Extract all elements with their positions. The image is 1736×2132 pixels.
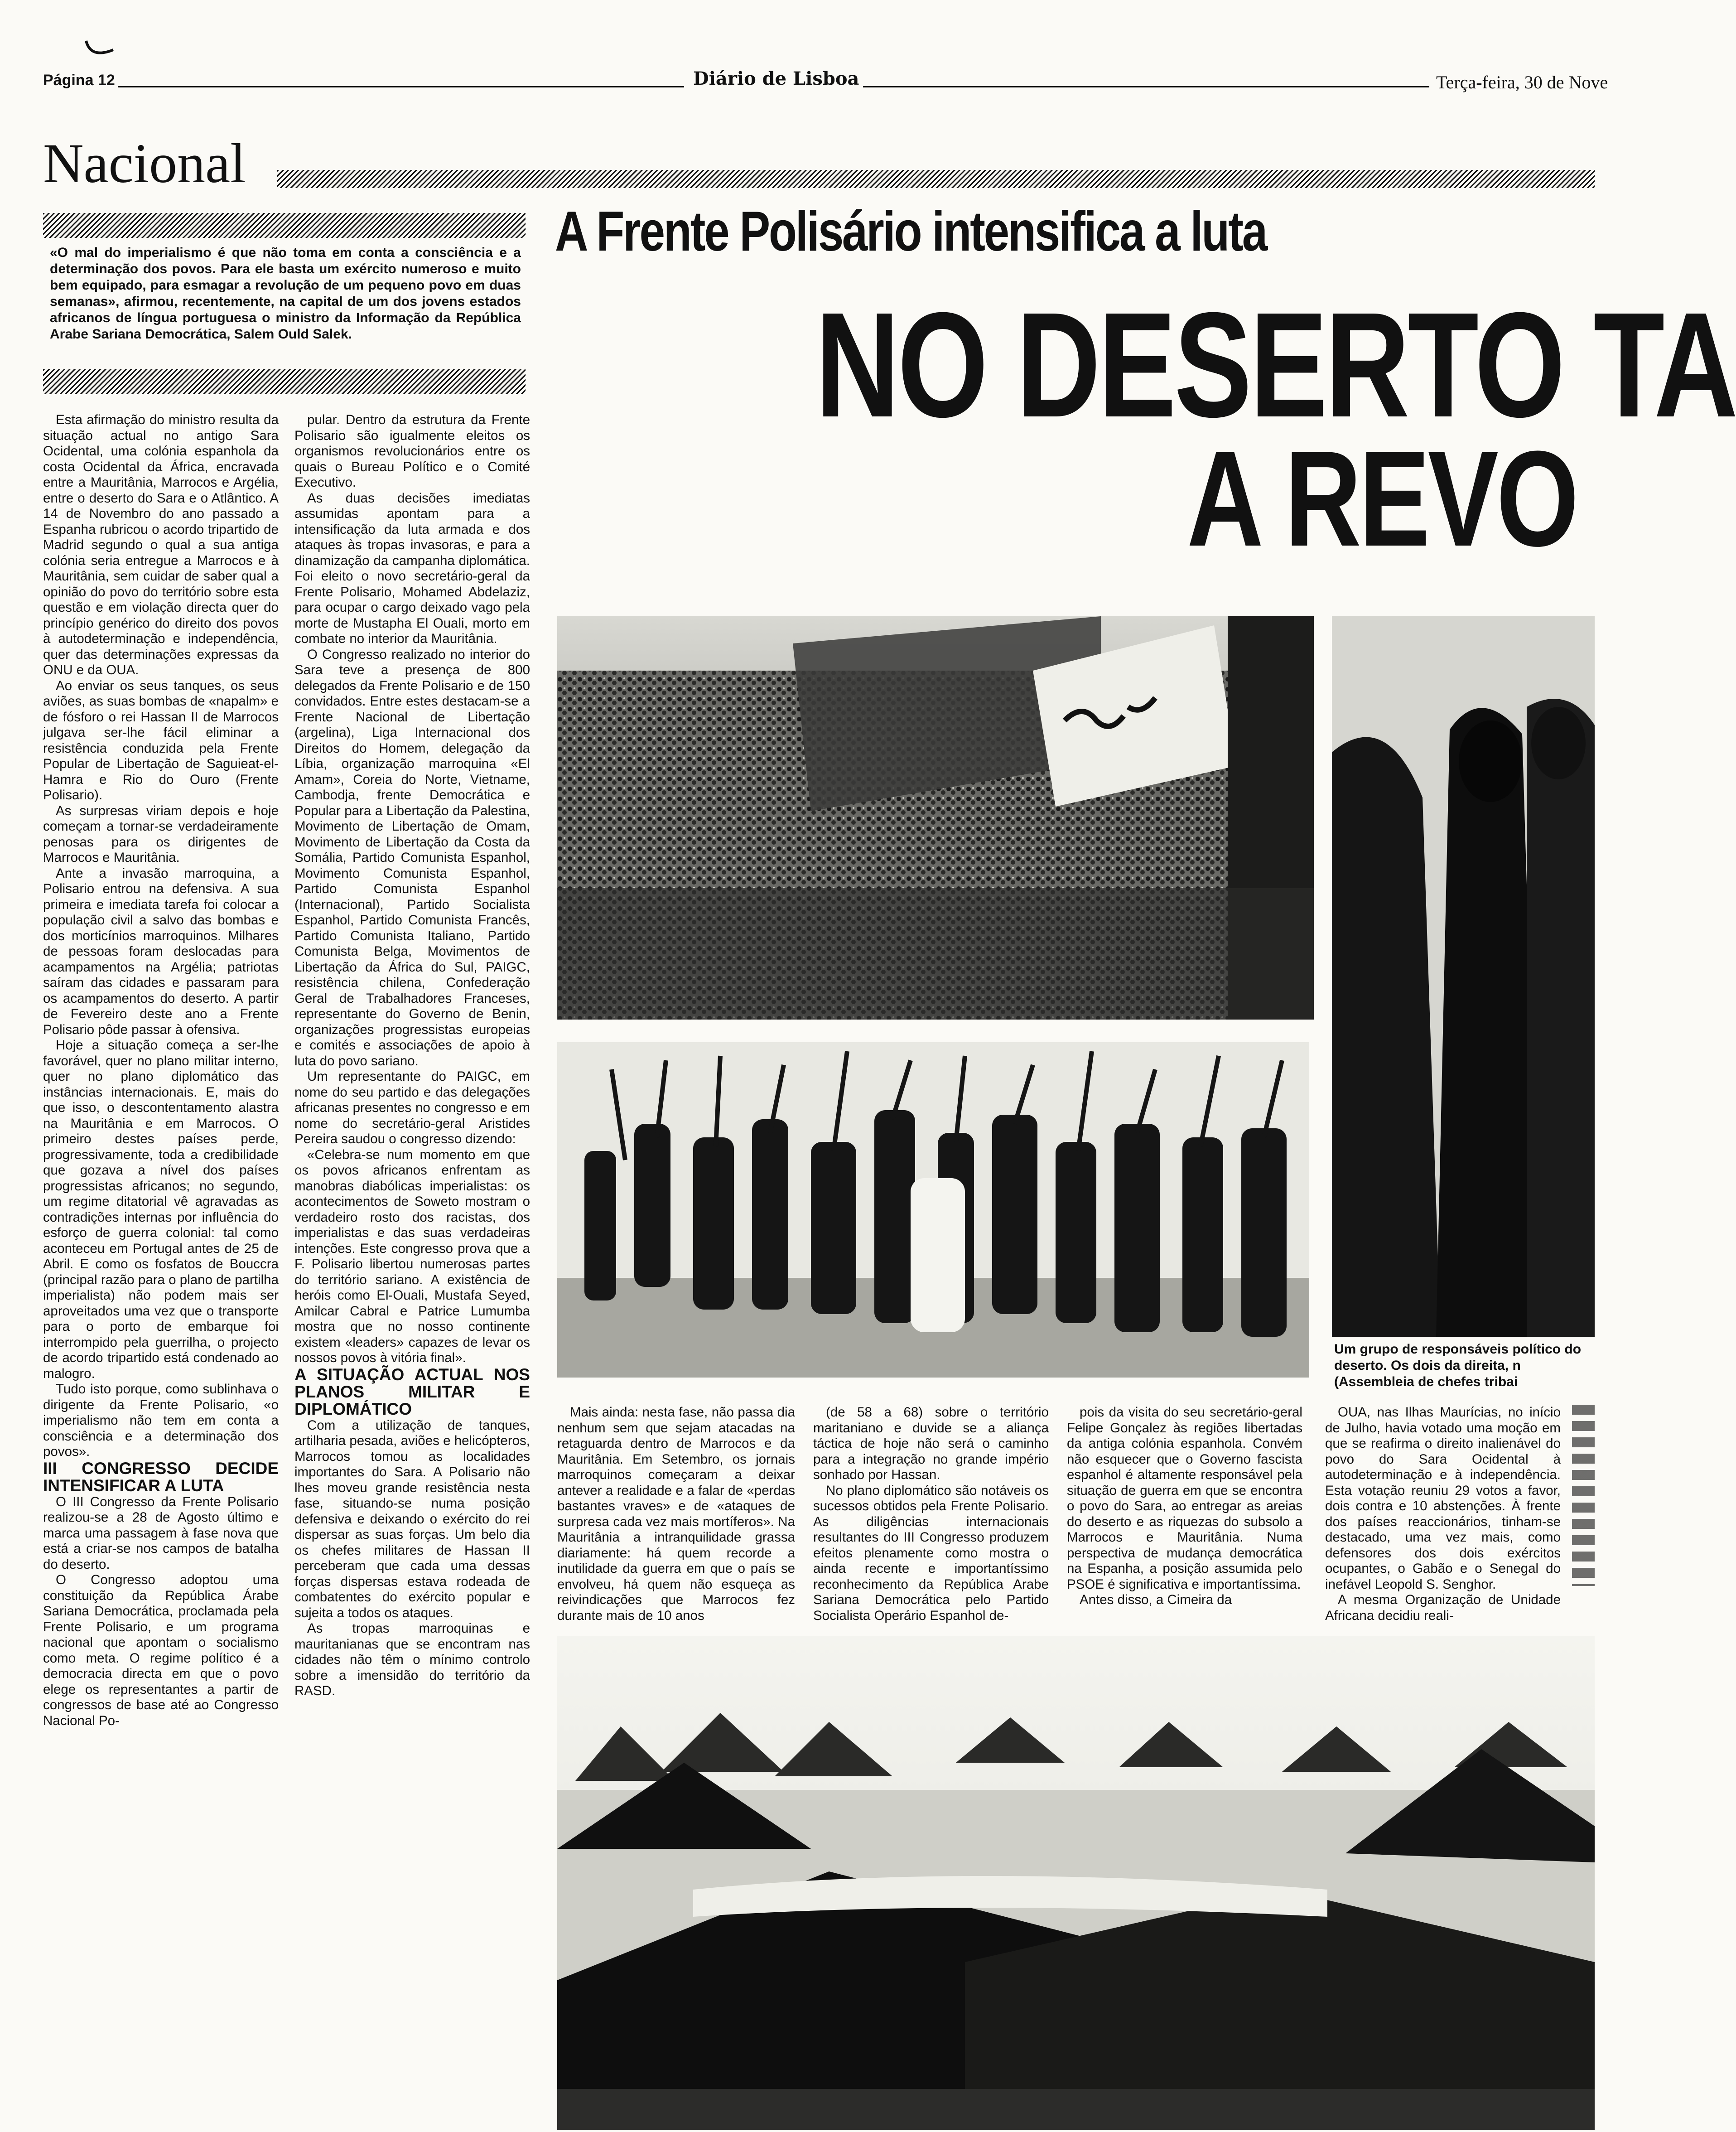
fighters-image-icon xyxy=(557,1042,1309,1378)
paragraph: (de 58 a 68) sobre o território maritaniano e duvide se a aliança táctica de hoje não será o caminho para a integração no grande império sonhado por Hassan. xyxy=(813,1405,1049,1482)
lead-paragraph: «O mal do imperialismo é que não toma em conta a consciência e a determinação dos povos. Para ele basta um exército numeroso e muito bem equipado, para esmagar a revolução de um pequeno povo em duas semanas», afirmou, recentemente, na capital de um dos jovens estados africanos de língua portuguesa o ministro da Informação da República Arabe Sariana Democrática, Salem Ould Salek. xyxy=(50,245,521,342)
paragraph: Com a utilização de tanques, artilharia pesada, aviões e helicópteros, Marrocos tomou as localidades importantes do Sara. A Polisario não lhes moveu grande resistência nesta fase, situando-se numa posição defensiva e deixando o exército do rei dispersar as suas forças. Um belo dia os chefes militares de Hassan II perceberam que cada uma dessas forças dispersas estava rodeada de combatentes do exército popular e sujeita a todos os ataques. xyxy=(294,1417,530,1620)
section-title: Nacional xyxy=(43,132,246,194)
paragraph: «Celebra-se num momento em que os povos africanos enfrentam as manobras diabólicas imperialistas: os acontecimentos de Soweto mostram o verdadeiro rosto dos racistas, dos imperialistas e das suas verdadeiras intenções. Este congresso prova que a F. Polisario libertou numerosas partes do território sariano. A existência de heróis como El-Ouali, Mustafa Seyed, Amilcar Cabral e Patrice Lumumba mostra que no nosso continente existem «leaders» capazes de levar os nossos povos à vitória final». xyxy=(294,1147,530,1365)
article-column-4 xyxy=(813,1405,1049,1623)
paragraph: Ante a invasão marroquina, a Polisario entrou na defensiva. A sua primeira e imediata tarefa foi colocar a população civil a salvo das bombas e dos morticínios marroquinos. Milhares de pessoas foram deslocadas para acampamentos na Argélia; patriotas saíram das cidades e passaram para os acampamentos do deserto. A partir de Fevereiro deste ano a Frente Polisario pôde passar à ofensiva. xyxy=(43,865,279,1037)
paragraph: Um representante do PAIGC, em nome do seu partido e das delegações africanas presentes no congresso e em nome do secretário-geral Aristides Pereira saudou o congresso dizendo: xyxy=(294,1069,530,1146)
column-fragment-edge xyxy=(1572,1405,1595,1586)
paragraph: O Congresso realizado no interior do Sara teve a presença de 800 delegados da Frente Polisario e de 150 convidados. Entre estes destacam-se a Frente Nacional de Libertação (argelina), Liga Internacional dos Direitos do Homem, delegação da Líbia, organização marroquina «El Amam», Coreia do Norte, Vietname, Cambodja, frente Democrática e Popular para a Libertação da Palestina, Movimento de Libertação de Omam, Movimento de Libertação da Costa da Somália, Partido Comunista Espanhol, Movimento Comunista Espanhol, Partido Comunista Espanhol (Internacional), Partido Socialista Espanhol, Partido Comunista Francês, Partido Comunista Italiano, Partido Comunista Belga, Movimentos de Libertação da África do Sul, PAIGC, resistência chilena, Confederação Geral de Trabalhadores Franceses, representante do Governo de Benin, organizações progressistas europeias e comités e associações de apoio à luta do povo sariano. xyxy=(294,647,530,1068)
paragraph: O III Congresso da Frente Polisario realizou-se a 28 de Agosto último e marca uma passagem à fase nova que está a criar-se nos campos de batalha do deserto. xyxy=(43,1494,279,1572)
tents-image-icon xyxy=(557,1636,1595,2130)
paragraph: pois da visita do seu secretário-geral Felipe Gonçalez às regiões libertadas da antiga colónia espanhola. Convém não esquecer que o Governo fascista espanhol é altamente responsável pela situação de guerra em que se encontra o povo do Sara, ao entregar as areias do deserto e as riquezas do subsolo a Marrocos e Mauritânia. Numa perspectiva de mudança democrática na Espanha, a posição assumida pelo PSOE é significativa e importantíssima. xyxy=(1067,1405,1302,1592)
photo-caption: Um grupo de responsáveis político do deserto. Os dois da direita, n (Assembleia de chefes tribai xyxy=(1334,1342,1582,1389)
main-headline-line2: A REVO xyxy=(1187,422,1577,575)
paragraph: A mesma Organização de Unidade Africana decidiu reali- xyxy=(1325,1592,1561,1623)
paragraph: OUA, nas Ilhas Maurícias, no início de Julho, havia votado uma moção em que se reafirma o direito inalienável do povo do Sara Ocidental à autodeterminação e à independência. Esta votação reuniu 29 votos a favor, dois contra e 10 abstenções. À frente dos países reaccionários, tinham-se destacado, uma vez mais, como defensores dos dois exércitos ocupantes, o Gabão e o Senegal do inefável Leopold S. Senghor. xyxy=(1325,1405,1561,1592)
photo-fighters-marching xyxy=(557,1042,1309,1378)
paragraph: No plano diplomático são notáveis os sucessos obtidos pela Frente Polisario. As diligências internacionais resultantes do III Congresso produzem efeitos plenamente como mostra o ainda recente e importantíssimo reconhecimento da República Arabe Sariana Democrática pelo Partido Socialista Operário Espanhol de- xyxy=(813,1483,1049,1623)
photo-political-leaders xyxy=(1332,616,1595,1337)
photo-desert-camp xyxy=(557,1636,1595,2130)
paragraph: O Congresso adoptou uma constituição da República Árabe Sariana Democrática, proclamada pela Frente Polisario, e um programa nacional que apontam o socialismo como meta. O regime político é a democracia directa em que o povo elege os representantes a partir de congressos de base até ao Congresso Nacional Po- xyxy=(43,1572,279,1728)
subheading-situation: A SITUAÇÃO ACTUAL NOS PLANOS MILITAR E DIPLOMÁTICO xyxy=(294,1365,530,1418)
crowd-image-icon xyxy=(557,616,1314,1020)
paragraph: pular. Dentro da estrutura da Frente Polisario são igualmente eleitos os organismos revolucionários entre os quais o Bureau Político e o Comité Executivo. xyxy=(294,412,530,490)
kicker-headline: A Frente Polisário intensifica a luta xyxy=(555,200,1266,263)
paragraph: Tudo isto porque, como sublinhava o dirigente da Frente Polisario, «o imperialismo não tem em conta a consciência e a determinação dos povos». xyxy=(43,1382,279,1459)
photo-crowd-rally xyxy=(557,616,1314,1020)
lead-hatch-top xyxy=(43,213,526,238)
article-column-1 xyxy=(43,412,279,2125)
leaders-image-icon xyxy=(1332,616,1595,1337)
paragraph: Esta afirmação do ministro resulta da situação actual no antigo Sara Ocidental, uma colónia espanhola da costa Ocidental da África, encravada entre a Mauritânia, Marrocos e Argélia, entre o deserto do Sara e o Atlântico. A 14 de Novembro do ano passado a Espanha rubricou o acordo tripartido de Madrid segundo o qual a sua antiga colónia seria entregue a Marrocos e à Mauritânia, sem cuidar de saber qual a opinião do povo do território sobre esta questão e em violação directa quer do princípio genérico do direito dos povos à autodeterminação e independência, quer das determinações expressas da ONU e da OUA. xyxy=(43,412,279,677)
header-rule-left xyxy=(118,86,684,87)
header-rule-right xyxy=(863,86,1429,87)
paragraph: Hoje a situação começa a ser-lhe favorável, quer no plano militar interno, quer no plano diplomático das instâncias internacionais. E, mais do que isso, o descontentamento alastra na Mauritânia e em Marrocos. O primeiro destes países perde, progressivamente, toda a credibilidade que gozava a nível dos países progressistas africanos; no segundo, um regime ditatorial vê agravadas as contradições internas por influência do esforço de guerra colonial: tal como aconteceu em Portugal antes de 25 de Abril. E como os fosfatos de Bouccra (principal razão para o plano de partilha imperialista) não podem mais ser aproveitados uma vez que o transporte para o porto de embarque foi interrompido pela guerrilha, o projecto de acordo tripartido está condenado ao malogro. xyxy=(43,1038,279,1381)
section-hatch xyxy=(277,170,1595,188)
page-number: Página 12 xyxy=(43,72,115,89)
article-column-2 xyxy=(294,412,530,2125)
main-headline-line1: NO DESERTO TA xyxy=(815,281,1736,448)
paragraph: Mais ainda: nesta fase, não passa dia nenhum sem que sejam atacadas na retaguarda dentro de Marrocos e da Mauritânia. Em Setembro, os jornais marroquinos começaram a deixar antever a realidade e a falar de «perdas bastantes vraves» e de «ataques de surpresa cada vez mais mortíferos». Na Mauritânia a intranquilidade grassa diariamente: há quem recorde a inutilidade da guerra em que o país se envolveu, há quem não esqueça as reivindicações que Marrocos fez durante mais de 10 anos xyxy=(557,1405,795,1623)
subheading-congress: III CONGRESSO DECIDE INTENSIFICAR A LUTA xyxy=(43,1459,279,1495)
paragraph: As tropas marroquinas e mauritanianas que se encontram nas cidades não têm o mínimo controlo sobre a imensidão do território da RASD. xyxy=(294,1621,530,1698)
lead-hatch-bottom xyxy=(43,369,526,394)
issue-date: Terça-feira, 30 de Nove xyxy=(1436,72,1608,92)
paragraph: As duas decisões imediatas assumidas apontam para a intensificação da luta armada e dos ataques às tropas invasoras, e para a dinamização da campanha diplomática. Foi eleito o novo secretário-geral da Frente Polisario, Mohamed Abdelaziz, para ocupar o cargo deixado vago pela morte de Mustapha El Ouali, morto em combate no interior da Mauritânia. xyxy=(294,490,530,646)
article-column-5 xyxy=(1067,1405,1302,1607)
crop-mark-icon xyxy=(82,36,122,63)
masthead: Diário de Lisboa xyxy=(693,68,859,89)
paragraph: Ao enviar os seus tanques, os seus aviões, as suas bombas de «napalm» e de fósforo o rei Hassan II de Marrocos julgava ser-lhe fácil eliminar a resistência conduzida pela Frente Popular de Libertação de Saguieat-el-Hamra e Rio do Ouro (Frente Polisario). xyxy=(43,678,279,803)
article-column-3 xyxy=(557,1405,795,1623)
paragraph: Antes disso, a Cimeira da xyxy=(1080,1592,1232,1607)
article-column-6 xyxy=(1325,1405,1561,1623)
paragraph: As surpresas viriam depois e hoje começam a tornar-se verdadeiramente penosas para os dirigentes de Marrocos e Mauritânia. xyxy=(43,803,279,865)
